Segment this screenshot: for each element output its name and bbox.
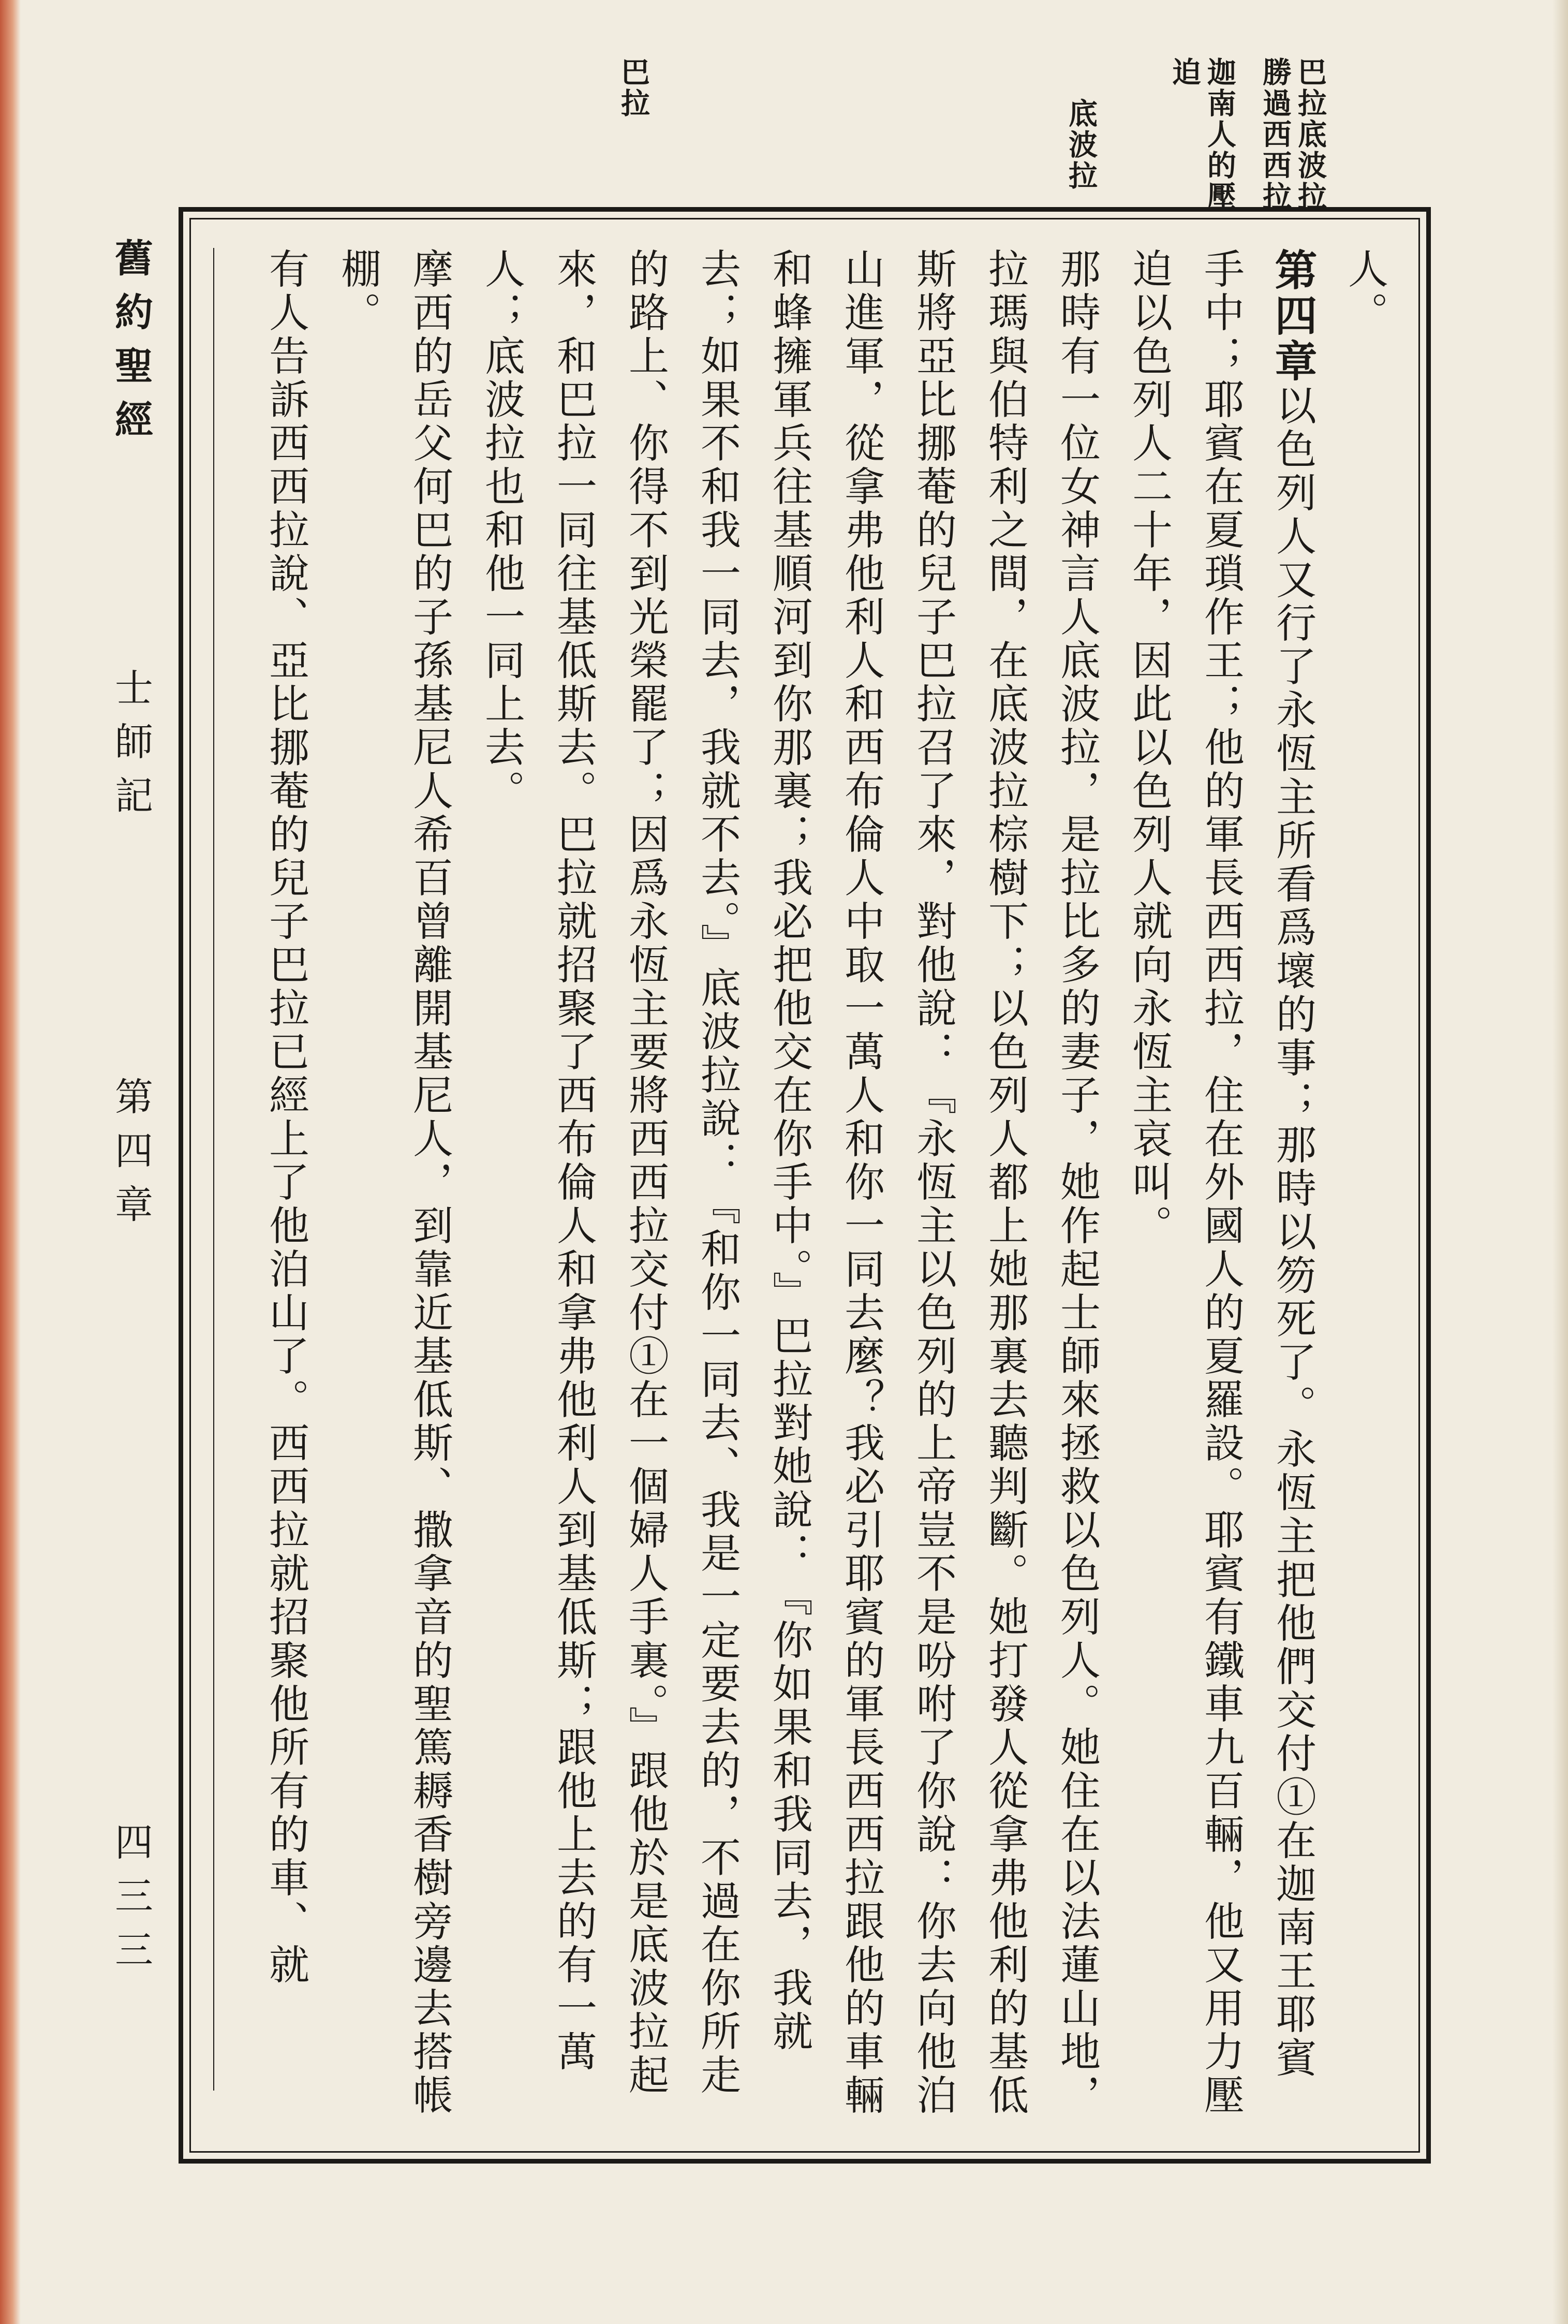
margin-note-canaanite-oppression: 迦南人的壓迫	[1167, 57, 1237, 212]
chapter-paragraph-3: 摩西的岳父何巴的子孫基尼人希百曾離開基尼人，到靠近基低斯、撒拿音的聖篤耨香樹旁邊去搭帳棚。	[334, 248, 453, 2117]
chapter-paragraph-4: 有人告訴西西拉說、亞比挪菴的兒子巴拉已經上了他泊山了。西西拉就招聚他所有的車、就	[262, 248, 309, 1987]
page-edge-right	[1552, 0, 1568, 2324]
footnote-divider	[213, 248, 214, 2091]
chapter-paragraph-2: 那時有一位女神言人底波拉，是拉比多的妻子，她作起士師來拯救以色列人。她住在以法蓮山地，拉瑪與伯特利之間，在底波拉棕樹下；以色列人都上她那裏去聽判斷。她打發人從拿弗他利的基低斯將亞比挪菴的兒子巴拉召了來，對他說：『永恆主以色列的上帝豈不是吩咐了你說：你去向他泊山進軍，從拿弗他利人和西布倫人中取一萬人和你一同去麼？我必引耶賓的軍長西西拉跟他的車輛和蜂擁軍兵往基順河到你那裏；我必把他交在你手中。』巴拉對她說：『你如果和我同去，我就去；如果不和我一同去，我就不去。』底波拉說：『和你一同去、我是一定要去的，不過在你所走的路上、你得不到光榮罷了；因爲永恆主要將西西拉交付①在一個婦人手裏。』跟他於是底波拉起來，和巴拉一同往基低斯去。巴拉就招聚了西布倫人和拿弗他利人到基低斯；跟他上去的有一萬人；底波拉也和他一同上去。	[478, 248, 1100, 2117]
margin-note-deborah: 底波拉	[1064, 98, 1098, 192]
running-header-title: 舊約聖經	[109, 238, 153, 453]
page-number: 四三三	[109, 1822, 153, 1983]
lead-line: 人。	[1341, 248, 1388, 335]
page-edge-left	[0, 0, 21, 2324]
running-header-book: 士師記	[109, 668, 153, 829]
chapter-paragraph-1	[1113, 248, 1328, 2122]
text-frame	[179, 207, 1431, 2164]
verse-text-1: 以色列人又行了永恆主所看爲壞的事；那時以笏死了。永恆主把他們交付①在迦南王耶賓手中；耶賓在夏瑣作王；他的軍長西西拉，住在外國人的夏羅設。耶賓有鐵車九百輛，他又用力壓迫以色列人二十年，因此以色列人就向永恆主哀叫。	[1126, 248, 1316, 2117]
chapter-title: 第四章	[1268, 248, 1318, 385]
scripture-body	[210, 248, 1400, 2122]
margin-note-barak: 巴拉	[616, 57, 650, 119]
margin-note-barak-deborah: 巴拉底波拉勝過西西拉	[1258, 57, 1327, 212]
running-header-chapter: 第四章	[109, 1077, 153, 1238]
